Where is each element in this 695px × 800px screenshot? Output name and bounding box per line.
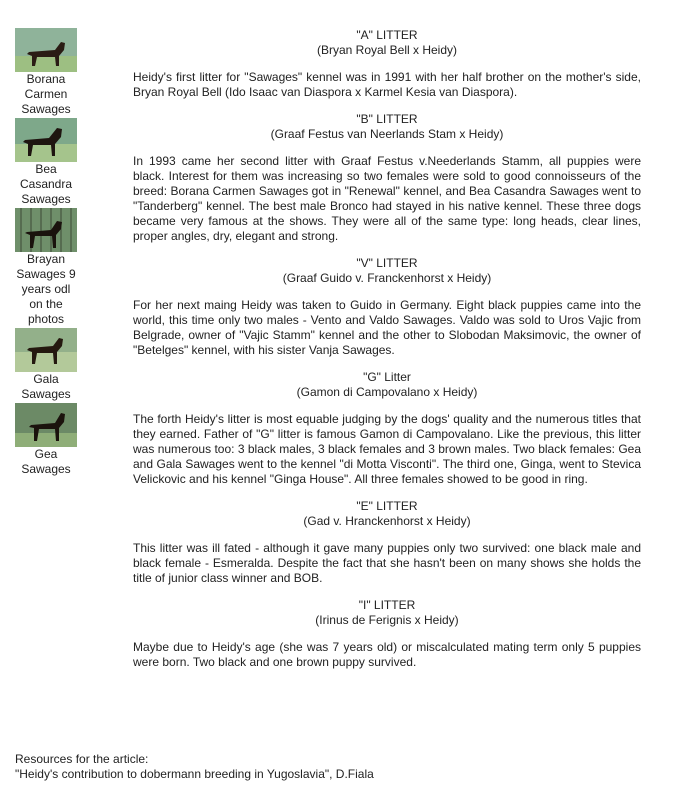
- dog-photo-brayan[interactable]: [15, 208, 77, 328]
- litter-section-a: [133, 28, 641, 100]
- dog-caption: Borana Carmen Sawages: [21, 72, 71, 116]
- dog-photo-bea[interactable]: [15, 118, 77, 208]
- dog-photo-borana[interactable]: [15, 28, 77, 118]
- litter-parents: (Graaf Festus van Neerlands Stam x Heidy): [270, 127, 504, 141]
- litter-section-b: [133, 112, 641, 244]
- article-body: [133, 28, 641, 682]
- litter-section-e: [133, 499, 641, 586]
- dog-caption: Gala Sawages: [21, 372, 71, 401]
- litter-description: This litter was ill fated - although it gave many puppies only two survived: one black male and black female - Esmeralda. Despite the fact that she hasn't been on many shows she holds the title of junior class winner and BOB.: [133, 541, 641, 585]
- resources-citation: "Heidy's contribution to dobermann breeding in Yugoslavia", D.Fiala: [15, 767, 374, 781]
- litter-parents: (Irinus de Ferignis x Heidy): [315, 613, 459, 627]
- litter-section-i: [133, 598, 641, 670]
- litter-title: "V" LITTER: [356, 256, 418, 270]
- dog-photo-icon[interactable]: [15, 208, 77, 252]
- photo-sidebar: [15, 28, 77, 478]
- dog-photo-gea[interactable]: [15, 403, 77, 478]
- dog-photo-icon[interactable]: [15, 118, 77, 162]
- dog-photo-icon[interactable]: [15, 403, 77, 447]
- litter-title: "E" LITTER: [356, 499, 418, 513]
- litter-description: Maybe due to Heidy's age (she was 7 years old) or miscalculated mating term only 5 puppies were born. Two black and one brown puppy survived.: [133, 640, 641, 669]
- litter-parents: (Bryan Royal Bell x Heidy): [316, 43, 458, 57]
- litter-title: "B" LITTER: [356, 112, 418, 126]
- litter-section-v: [133, 256, 641, 358]
- litter-parents: (Graaf Guido v. Franckenhorst x Heidy): [282, 271, 492, 285]
- dog-caption: Brayan Sawages 9 years odl on the photos: [16, 252, 76, 326]
- dog-photo-gala[interactable]: [15, 328, 77, 403]
- litter-description: Heidy's first litter for "Sawages" kennel was in 1991 with her half brother on the mother's side, Bryan Royal Bell (Ido Isaac van Diaspora x Karmel Kesia van Diaspora).: [133, 70, 641, 99]
- dog-photo-icon[interactable]: [15, 328, 77, 372]
- litter-section-g: [133, 370, 641, 487]
- litter-title: "G" Litter: [363, 370, 411, 384]
- dog-photo-icon[interactable]: [15, 28, 77, 72]
- litter-parents: (Gad v. Hranckenhorst x Heidy): [303, 514, 471, 528]
- litter-description: For her next maing Heidy was taken to Guido in Germany. Eight black puppies came into the world, this time only two males - Vento and Valdo Sawages. Valdo was sold to Uros Vajic from Belgrade, owner of "Vajic Stamm" kennel and the other to Slobodan Maksimovic, the owner of "Betelges" kennel, with his sister Vanja Sawages.: [133, 298, 641, 357]
- dog-caption: Bea Casandra Sawages: [19, 162, 73, 206]
- litter-parents: (Gamon di Campovalano x Heidy): [296, 385, 478, 399]
- litter-description: In 1993 came her second litter with Graaf Festus v.Neederlands Stamm, all puppies were black. Interest for them was increasing so two females were sold to good connoisseurs of the breed: Borana Carmen Sawages got in "Renewal" kennel, and Bea Casandra Sawages went to "Tanderberg" kennel. The best male Bronco had stayed in his native kennel. These three dogs became very famous at the shows. They were all of the same type: long heads, clear lines, proper angles, dry, elegant and strong.: [133, 154, 641, 243]
- litter-title: "A" LITTER: [356, 28, 418, 42]
- resources-heading: Resources for the article:: [15, 752, 149, 766]
- resources-section: [15, 752, 675, 782]
- dog-caption: Gea Sawages: [21, 447, 71, 476]
- litter-title: "I" LITTER: [358, 598, 416, 612]
- litter-description: The forth Heidy's litter is most equable judging by the dogs' quality and the numerous titles that they earned. Father of "G" litter is famous Gamon di Campovalano. Like the previous, this litter was numerous too: 3 black males, 3 black females and 3 brown males. Two black females: Gea and Gala Sawages went to the kennel "di Motta Visconti". The third one, Ginga, went to Stevica Velickovic and his kennel "Ginga House". All three females showed to be good in ring.: [133, 412, 641, 486]
